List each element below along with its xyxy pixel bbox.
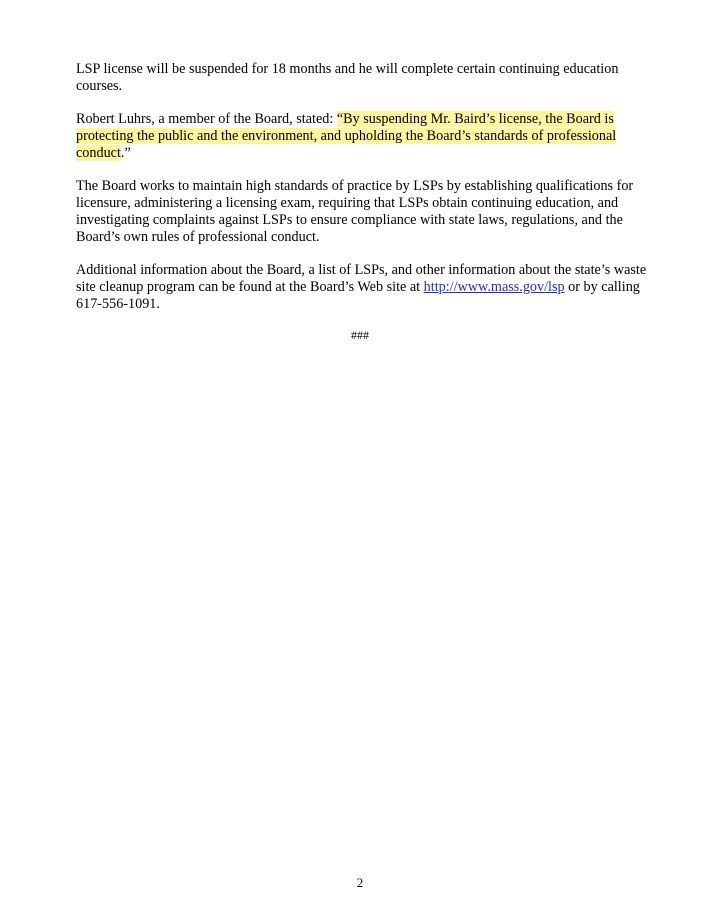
paragraph-additional-info — [76, 262, 648, 313]
quote-closing: .” — [120, 145, 131, 161]
statement-lead: Robert Luhrs, a member of the Board, stated: — [76, 111, 337, 127]
additional-info-trail: or by calling 617-556-1091. — [76, 279, 640, 312]
additional-info-lead: Additional information about the Board, a list of LSPs, and other information about the state’s waste site cleanup program can be found at the Board’s Web site at — [76, 262, 647, 295]
end-of-release-mark: ### — [351, 328, 369, 342]
paragraph-board-statement — [76, 111, 648, 162]
page-number: 2 — [356, 875, 364, 890]
document-body — [76, 61, 648, 329]
highlighted-quote: “By suspending Mr. Baird’s license, the Board is protecting the public and the environment, and upholding the Board’s standards of professional conduct — [76, 111, 617, 161]
paragraph-board-mission: The Board works to maintain high standards of practice by LSPs by establishing qualifications for licensure, administering a licensing exam, requiring that LSPs obtain continuing education, and investigating complaints against LSPs to ensure compliance with state laws, regulations, and the Board’s own rules of professional conduct. — [76, 178, 634, 245]
paragraph-license-suspension: LSP license will be suspended for 18 months and he will complete certain continuing education courses. — [76, 61, 619, 94]
board-website-link[interactable]: http://www.mass.gov/lsp — [423, 279, 565, 295]
